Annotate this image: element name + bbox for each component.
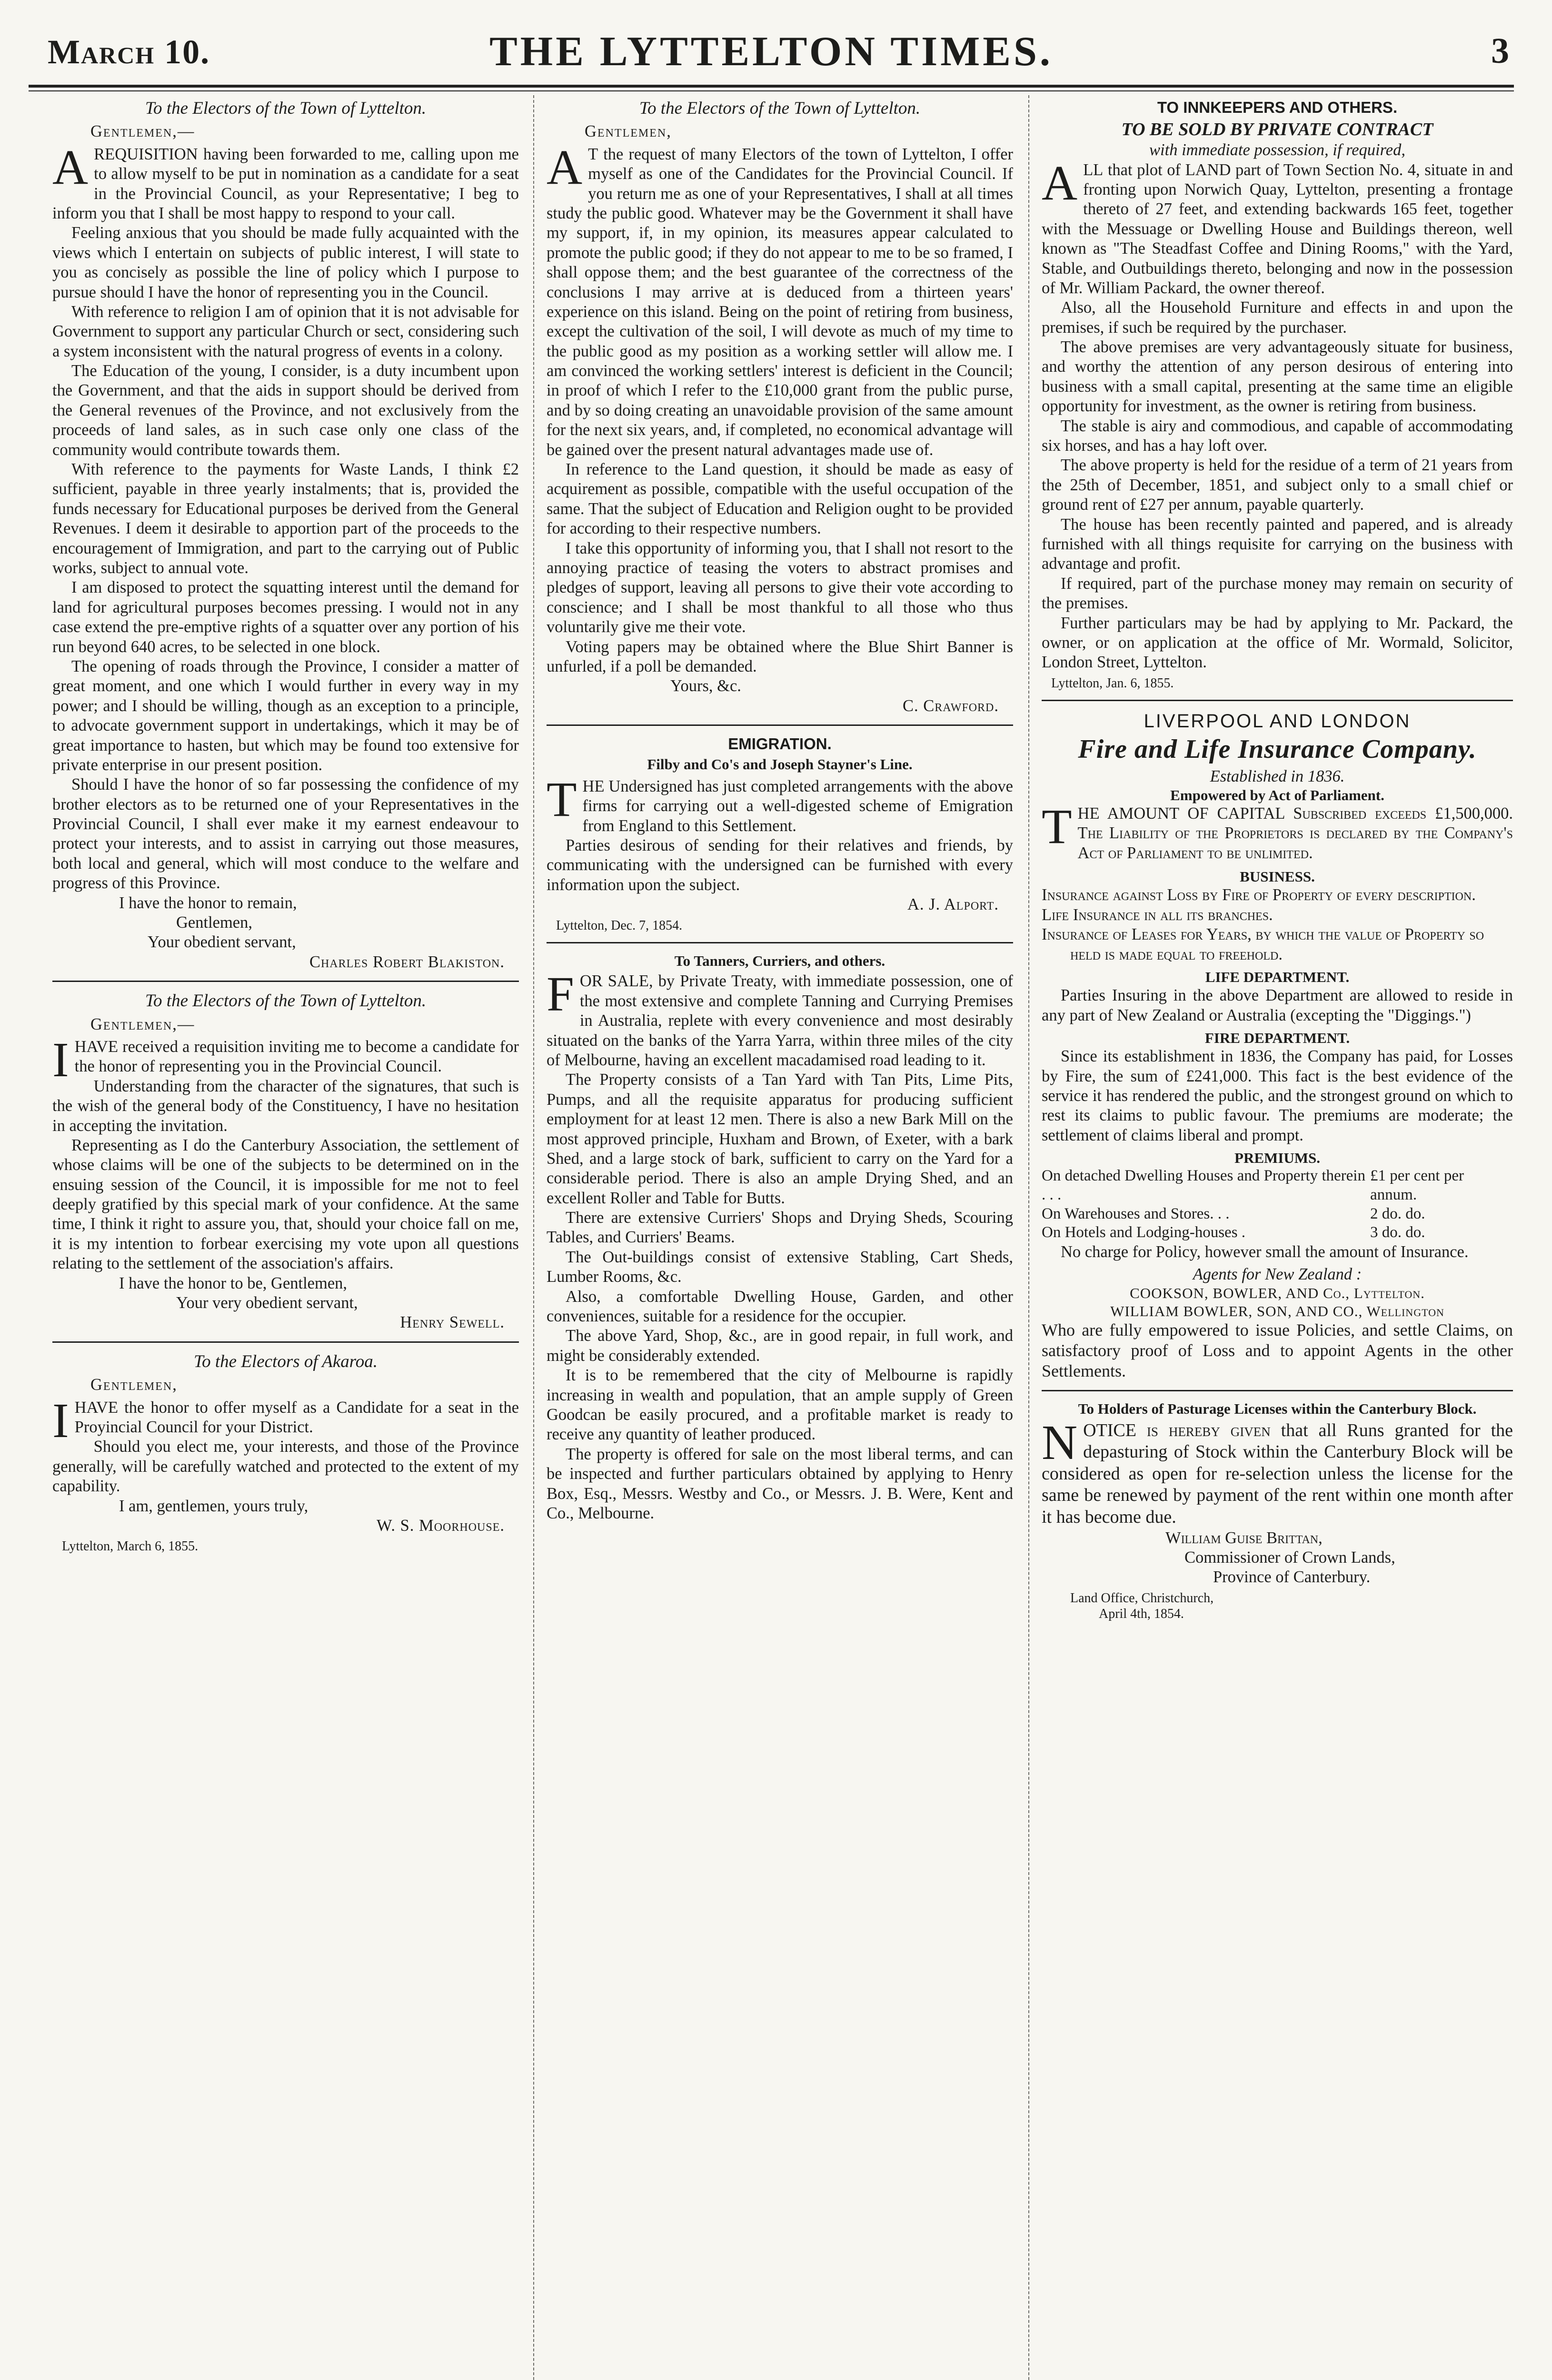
- drop-cap: A: [52, 139, 89, 195]
- premium-note: No charge for Policy, however small the amount of Insurance.: [1061, 1242, 1469, 1261]
- article-paragraph: Should I have the honor of so far possessing the confidence of my brother electors as to be returned one of your Representatives in the Provincial Council, I shall ever make it my earnest endeavour to protect your interests, and to assist in carrying out those measures, both local and general, which will most conduce to the welfare and progress of this Province.: [52, 775, 519, 892]
- premium-item: On detached Dwelling Houses and Property therein . . .: [1042, 1167, 1365, 1203]
- article-paragraph: FOR SALE, by Private Treaty, with immediate possession, one of the most extensive and complete Tanning and Currying Premises in Australia, replete with every convenience and most desirably situated on the banks of the Yarra Yarra, within three miles of the city of Melbourne, having an excellent macadamised road leading to it.: [547, 967, 1013, 1069]
- article-subheading: TO BE SOLD BY PRIVATE CONTRACT: [1121, 119, 1433, 139]
- section-rule: [547, 942, 1013, 943]
- closing-line: I have the honor to be, Gentlemen,: [119, 1274, 348, 1292]
- article-paragraph: IHAVE the honor to offer myself as a Candidate for a seat in the Proyincial Council for your District.: [52, 1393, 519, 1448]
- article-paragraph: The above premises are very advantageously situate for business, and worthy the attention of any person desirous of entering into business with a small capital, presenting at the same time an eligible opportunity for investment, as the owner is retiring from business.: [1042, 338, 1513, 416]
- section-rule: [547, 724, 1013, 726]
- innkeepers-sale-notice: [1042, 98, 1513, 691]
- signature: Charles Robert Blakiston.: [309, 952, 505, 971]
- section-rule: [52, 1341, 519, 1343]
- article-paragraph: Since its establishment in 1836, the Company has paid, for Losses by Fire, the sum of £241,000. This fact is the best evidence of the service it has rendered the public, and the strongest ground on which to rest its claims to public favour. The premiums are moderate; the settlement of claims liberal and prompt.: [1042, 1047, 1513, 1144]
- article-subheading: Filby and Co's and Joseph Stayner's Line.: [647, 755, 913, 773]
- agents-heading: Agents for New Zealand :: [1193, 1265, 1362, 1284]
- column-divider: [1028, 95, 1029, 2380]
- agent-line: WILLIAM BOWLER, SON, AND CO., Wellington: [1110, 1302, 1444, 1319]
- moorhouse-address: [52, 1351, 519, 1555]
- masthead: [29, 13, 1514, 85]
- article-paragraph: Voting papers may be obtained where the Blue Shirt Banner is unfurled, if a poll be demanded.: [547, 637, 1013, 675]
- section-heading: PREMIUMS.: [1234, 1150, 1320, 1167]
- premium-rate: 3 do. do.: [1370, 1224, 1425, 1241]
- newspaper-title: THE LYTTELTON TIMES.: [489, 29, 1053, 75]
- table-row: [1042, 1167, 1513, 1204]
- article-paragraph: The house has been recently painted and papered, and is already furnished with all things requisite for carrying on the business with advantage and profit.: [1042, 515, 1513, 573]
- drop-cap: T: [547, 772, 577, 827]
- article-subheading: with immediate possession, if required,: [1149, 141, 1405, 159]
- article-heading: To the Electors of the Town of Lyttelton.: [145, 991, 427, 1011]
- section-rule: [1042, 700, 1513, 701]
- drop-cap: A: [547, 139, 583, 195]
- article-paragraph: There are extensive Curriers' Shops and Drying Sheds, Scouring Tables, and Curriers' Beams.: [547, 1209, 1013, 1247]
- first-word: OTICE is hereby given: [1083, 1420, 1271, 1440]
- article-paragraph: I am disposed to protect the squatting interest until the demand for land for agricultural purposes becomes pressing. I would not in any case extend the pre-emptive rights of a squatter over any portion of his run beyond 640 acres, to be selected in one block.: [52, 578, 519, 656]
- article-heading: To the Electors of Akaroa.: [193, 1351, 378, 1371]
- first-word: HAVE: [74, 1037, 119, 1056]
- article-paragraph: Feeling anxious that you should be made fully acquainted with the views which I entertain on subjects of public interest, I will state to you as concisely as possible the line of policy which I purpose to pursue should I have the honor of representing you in the Council.: [52, 224, 519, 301]
- premium-rate: 2 do. do.: [1370, 1205, 1425, 1222]
- article-heading: EMIGRATION.: [728, 735, 832, 753]
- column-right: [1042, 95, 1513, 2380]
- section-rule: [52, 981, 519, 982]
- first-word: HE: [582, 777, 605, 795]
- article-paragraph: Also, a comfortable Dwelling House, Garden, and other conveniences, suitable for a residence for the occupier.: [547, 1287, 1013, 1326]
- closing-line: Your very obedient servant,: [176, 1294, 358, 1312]
- dateline: Lyttelton, Dec. 7, 1854.: [556, 918, 683, 933]
- empowered-line: Empowered by Act of Parliament.: [1170, 786, 1384, 803]
- drop-cap: N: [1042, 1415, 1078, 1470]
- first-word: HAVE: [74, 1398, 119, 1417]
- article-paragraph: AREQUISITION having been forwarded to me, calling upon me to allow myself to be put in nomination as a candidate for a seat in the Provincial Council, as your Representative; I beg to inform you that I shall be most happy to respond to your call.: [52, 139, 519, 222]
- article-paragraph: THE Undersigned has just completed arrangements with the above firms for carrying out a well-digested scheme of Emigration from England to this Settlement.: [547, 772, 1013, 835]
- article-heading: To Holders of Pasturage Licenses within the Canterbury Block.: [1078, 1400, 1477, 1418]
- dateline: April 4th, 1854.: [1099, 1606, 1184, 1622]
- tannery-sale-notice: [547, 952, 1013, 1523]
- crawford-address: [547, 98, 1013, 716]
- signature-title: Province of Canterbury.: [1213, 1568, 1371, 1587]
- premium-item: On Warehouses and Stores. . .: [1042, 1205, 1230, 1222]
- article-paragraph: The stable is airy and commodious, and capable of accommodating six horses, and has a hay loft over.: [1042, 416, 1513, 455]
- article-paragraph: A T the request of many Electors of the town of Lyttelton, I offer myself as one of the Candidates for the Provincial Council. If you return me as one of your Representatives, I shall at all times study the public good. Whatever may be the Government it shall have my support, if, in my opinion, its measures appear calculated to promote the public good; if they do not appear to me to be so framed, I shall oppose them; and the best guarantee of the correctness of the conclusions I may arrive at is deduced from a thirteen years' experience on this island. Being on the point of retiring from business, except the cultivation of the soil, I will devote as much of my time to the public good as my position as a working settler will allow me. I am convinced the working settlers' interest is deficient in the Council; in proof of which I refer to the £10,000 grant from the public purse, and by so doing creating an unavoidable provision of the same amount for the next six years, and, if completed, no economical advantage will be gained over the present natural advantages made use of.: [547, 139, 1013, 459]
- article-paragraph: The above Yard, Shop, &c., are in good repair, in full work, and might be considerably extended.: [547, 1327, 1013, 1365]
- article-paragraph: Who are fully empowered to issue Policies, and settle Claims, on satisfactory proof of Loss and to appoint Agents in the other Settlements.: [1042, 1320, 1513, 1381]
- article-paragraph: In reference to the Land question, it should be made as easy of acquirement as possible, compatible with the useful occupation of the same. That the subject of Education and Religion ought to be provided for according to their respective numbers.: [547, 460, 1013, 538]
- column-middle: [547, 95, 1013, 2380]
- dateline: Land Office, Christchurch,: [1070, 1590, 1214, 1606]
- article-paragraph: With reference to the payments for Waste Lands, I think £2 sufficient, payable in three yearly instalments; that is, provided the funds necessary for Educational purposes be derived from the General Revenues. I deem it desirable to apportion part of the proceeds to the encouragement of Immigration, and part to the carrying out of Public works, subject to annual vote.: [52, 460, 519, 577]
- section-heading: FIRE DEPARTMENT.: [1204, 1029, 1350, 1046]
- article-paragraph: If required, part of the purchase money may remain on security of the premises.: [1042, 574, 1513, 613]
- first-word: LL: [1083, 160, 1104, 179]
- article-heading: TO INNKEEPERS AND OTHERS.: [1157, 99, 1398, 116]
- article-paragraph: The Out-buildings consist of extensive Stabling, Cart Sheds, Lumber Rooms, &c.: [547, 1248, 1013, 1286]
- section-rule: [1042, 1390, 1513, 1391]
- salutation: Gentlemen,: [585, 122, 672, 141]
- article-heading: To Tanners, Curriers, and others.: [674, 952, 885, 970]
- closing-line: I am, gentlemen, yours truly,: [119, 1497, 308, 1515]
- salutation: Gentlemen,: [90, 1376, 178, 1394]
- signature-title: Commissioner of Crown Lands,: [1184, 1548, 1395, 1567]
- drop-cap: T: [1042, 799, 1072, 854]
- premium-rate: £1 per cent per annum.: [1370, 1167, 1464, 1203]
- first-word: OR SALE,: [579, 972, 653, 991]
- first-word: T: [588, 145, 598, 163]
- company-name: Fire and Life Insurance Company.: [1078, 734, 1477, 764]
- signature: W. S. Moorhouse.: [376, 1516, 505, 1535]
- signature: William Guise Brittan,: [1165, 1528, 1323, 1547]
- table-row: [1042, 1223, 1513, 1242]
- article-paragraph: Representing as I do the Canterbury Association, the settlement of whose claims will be one of the subjects to be determined on in the ensuing session of the Council, it is impossible for me not to feel deeply gratified by this special mark of your confidence. At the same time, I think it right to assure you, that, should your choice fall on me, it is my intention to forbear exercising my vote upon all questions relating to the settlement of the association's affairs.: [52, 1136, 519, 1273]
- salutation: Gentlemen,—: [90, 1015, 195, 1033]
- signature: Henry Sewell.: [400, 1313, 505, 1332]
- sewell-address: [52, 991, 519, 1333]
- article-paragraph: The Education of the young, I consider, is a duty incumbent upon the Government, and that the aids in support should be derived from the General revenues of the Province, and not exclusively from the proceeds of land sales, as in such case only one class of the community would contribute towards them.: [52, 362, 519, 459]
- article-heading: To the Electors of the Town of Lyttelton.: [145, 99, 427, 118]
- blakiston-address: [52, 98, 519, 972]
- article-paragraph: IHAVE received a requisition inviting me to become a candidate for the honor of representing you in the Provincial Council.: [52, 1032, 519, 1087]
- drop-cap: I: [52, 1032, 69, 1087]
- closing-line: Gentlemen,: [176, 913, 252, 932]
- article-paragraph: Further particulars may be had by applying to Mr. Packard, the owner, or on application at the office of Mr. Wormald, Solicitor, London Street, Lyttelton.: [1042, 614, 1513, 672]
- premium-item: On Hotels and Lodging-houses .: [1042, 1224, 1246, 1241]
- article-paragraph: The property is offered for sale on the most liberal terms, and can be inspected and further particulars obtained by applying to Henry Box, Esq., Messrs. Westby and Co., or Messrs. J. B. Were, Kent and Co., Melbourne.: [547, 1445, 1013, 1522]
- dateline: Lyttelton, Jan. 6, 1855.: [1051, 675, 1174, 691]
- article-paragraph: Also, all the Household Furniture and effects in and upon the premises, if such be required by the purchaser.: [1042, 298, 1513, 337]
- article-paragraph: THE AMOUNT OF CAPITAL Subscribed exceeds £1,500,000. The Liability of the Proprietors is declared by the Company's Act of Parliament to be unlimited.: [1042, 799, 1513, 862]
- article-heading: LIVERPOOL AND LONDON: [1144, 711, 1411, 732]
- table-row: [1042, 1205, 1513, 1224]
- emigration-notice: [547, 734, 1013, 933]
- signature: A. J. Alport.: [907, 895, 999, 914]
- first-word: REQUISITION: [94, 145, 198, 163]
- article-paragraph: Understanding from the character of the signatures, that such is the wish of the general body of the Constituency, I have no hesitation in accepting the invitation.: [52, 1077, 519, 1135]
- article-paragraph: Should you elect me, your interests, and those of the Province generally, will be carefully watched and protected to the extent of my capability.: [52, 1438, 519, 1496]
- section-heading: LIFE DEPARTMENT.: [1205, 969, 1350, 986]
- drop-cap: I: [52, 1393, 69, 1448]
- first-word: HE AMOUNT OF CAPITAL: [1077, 804, 1285, 823]
- business-item: Insurance against Loss by Fire of Property of every description.: [1042, 886, 1476, 904]
- article-paragraph: ALL that plot of LAND part of Town Section No. 4, situate in and fronting upon Norwich Quay, Lyttelton, presenting a frontage thereto of 27 feet, and extending backwards 165 feet, together with the Messuage or Dwelling House and Buildings thereon, well known as "The Steadfast Coffee and Dining Rooms," with the Yard, Stable, and Outbuildings thereto, belonging and now in the possession of Mr. William Packard, the owner thereof.: [1042, 155, 1513, 297]
- business-item: Life Insurance in all its branches.: [1042, 905, 1273, 924]
- article-paragraph: I take this opportunity of informing you, that I shall not resort to the annoying practice of teasing the voters to abstract promises and pledges of support, leaving all persons to give their vote according to conscience; and I shall be most thankful to all those who thus voluntarily give me their vote.: [547, 539, 1013, 636]
- masthead-rule: [29, 85, 1514, 88]
- page-number: 3: [1491, 31, 1509, 71]
- closing-line: I have the honor to remain,: [119, 893, 297, 912]
- article-paragraph: NOTICE is hereby given that all Runs granted for the depasturing of Stock within the Canterbury Block will be considered as open for re-selection unless the license for the same be renewed by payment of the rent within one month after it has become due.: [1042, 1415, 1513, 1527]
- article-paragraph: Parties Insuring in the above Department are allowed to reside in any part of New Zealand or Australia (excepting the "Diggings."): [1042, 986, 1513, 1024]
- masthead-rule-thin: [29, 90, 1514, 91]
- column-divider: [533, 95, 534, 2380]
- business-item: Insurance of Leases for Years, by which the value of Property so held is made equal to freehold.: [1042, 925, 1484, 963]
- article-paragraph: It is to be remembered that the city of Melbourne is rapidly increasing in wealth and population, that an ample supply of Green Goodcan be easily procured, and a profitable market is ready to receive any quantity of leather produced.: [547, 1366, 1013, 1444]
- closing-line: Yours, &c.: [670, 677, 741, 695]
- article-heading: To the Electors of the Town of Lyttelton.: [639, 99, 921, 118]
- drop-cap: A: [1042, 155, 1078, 210]
- pasturage-notice: [1042, 1400, 1513, 1622]
- section-heading: BUSINESS.: [1240, 868, 1315, 885]
- established-line: Established in 1836.: [1210, 767, 1345, 785]
- insurance-advert: [1042, 710, 1513, 1381]
- agent-line: COOKSON, BOWLER, AND Co., Lyttelton.: [1130, 1285, 1425, 1302]
- issue-date: March 10.: [48, 33, 210, 71]
- article-paragraph: Parties desirous of sending for their relatives and friends, by communicating with the undersigned can be furnished with every information upon the subject.: [547, 836, 1013, 894]
- premiums-table: [1042, 1167, 1513, 1242]
- article-paragraph: The above property is held for the residue of a term of 21 years from the 25th of December, 1851, and subject only to a small chief or ground rent of £27 per annum, payable quarterly.: [1042, 456, 1513, 514]
- dateline: Lyttelton, March 6, 1855.: [62, 1539, 199, 1554]
- article-paragraph: With reference to religion I am of opinion that it is not advisable for Government to support any particular Church or sect, considering such a system inconsistent with the natural progress of events in a colony.: [52, 302, 519, 360]
- article-paragraph: The opening of roads through the Province, I consider a matter of great moment, and one which I would further in every way in my power; and I should be willing, though as an exception to a principle, to advocate government support in undertakings, which it may be of great importance to hasten, but which may be found too extensive for private enterprise in our present position.: [52, 657, 519, 774]
- signature: C. Crawford.: [903, 696, 999, 715]
- article-paragraph: The Property consists of a Tan Yard with Tan Pits, Lime Pits, Pumps, and all the requisite apparatus for producing sufficient employment for at least 12 men. There is also a new Bark Mill on the most approved principle, Huxham and Brown, of Exeter, with a bark Shed, and a large stock of bark, sufficient to carry on the Yard for a considerable period. There is also an ample Drying Shed, and an excellent Roller and Table for Butts.: [547, 1071, 1013, 1207]
- drop-cap: F: [547, 967, 574, 1022]
- salutation: Gentlemen,—: [90, 122, 195, 141]
- column-left: [52, 95, 519, 2380]
- closing-line: Your obedient servant,: [148, 933, 296, 952]
